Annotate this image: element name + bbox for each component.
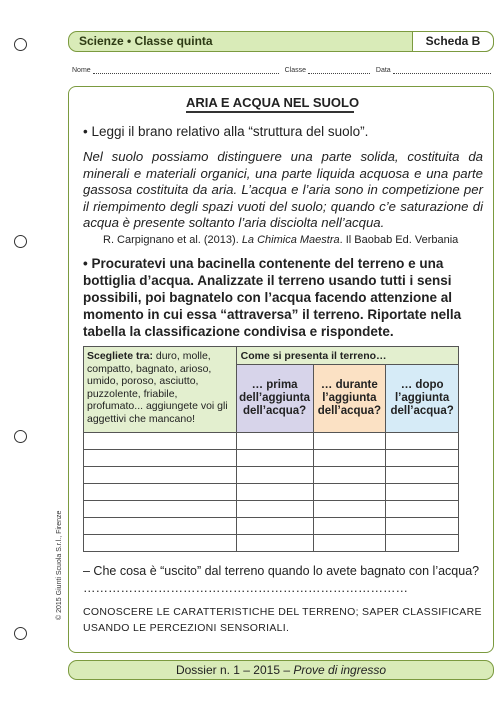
citation-authors: R. Carpignano et al. (2013).	[103, 234, 239, 246]
table-row	[84, 501, 459, 518]
table-row	[84, 433, 459, 450]
classification-table	[83, 346, 459, 552]
table-row	[84, 518, 459, 535]
binder-hole	[14, 38, 27, 51]
table-cell[interactable]	[313, 450, 386, 467]
table-cell[interactable]	[236, 433, 313, 450]
table-cell[interactable]	[236, 484, 313, 501]
citation-publisher: . Il Baobab Ed. Verbania	[339, 234, 459, 246]
adjectives-cell	[84, 347, 237, 433]
table-cell[interactable]	[313, 501, 386, 518]
skill-objective: CONOSCERE LE CARATTERISTICHE DEL TERRENO; SAPER CLASSIFICARE USANDO LE PERCEZIONI SENSORIALI.	[83, 606, 482, 634]
binder-hole	[14, 235, 27, 248]
table-cell[interactable]	[313, 535, 386, 552]
table-cell[interactable]	[84, 484, 237, 501]
choose-words: duro, molle, compatto, bagnato, arioso, umido, poroso, asciutto, puzzolente, friabile, profumato... aggiungete voi gli aggettivi che mancano!	[87, 350, 228, 425]
column-during: … durante l’aggiunta dell’acqua?	[313, 365, 386, 433]
date-label: Data	[375, 67, 391, 74]
table-cell[interactable]	[313, 433, 386, 450]
table-row	[84, 535, 459, 552]
table-cell[interactable]	[313, 518, 386, 535]
table-cell[interactable]	[236, 450, 313, 467]
table-cell[interactable]	[386, 535, 459, 552]
table-cell[interactable]	[386, 467, 459, 484]
name-field[interactable]	[93, 66, 279, 74]
table-cell[interactable]	[84, 501, 237, 518]
table-cell[interactable]	[386, 433, 459, 450]
citation	[103, 234, 458, 246]
table-cell[interactable]	[236, 467, 313, 484]
class-field[interactable]	[308, 66, 370, 74]
table-cell[interactable]	[386, 501, 459, 518]
table-cell[interactable]	[386, 518, 459, 535]
table-row	[84, 484, 459, 501]
title-underline	[186, 111, 354, 113]
table-cell[interactable]	[236, 535, 313, 552]
question-2: • Procuratevi una bacinella contenente del terreno e una bottiglia d’acqua. Analizzate il terreno usando tutti i sensi possibili, poi bagnatelo con l’acqua facendo attenzione al momento in cui essa “attraversa” il terreno. Riportate nella tabella la classificazione condivisa e rispondete.	[83, 256, 462, 339]
table-cell[interactable]	[84, 535, 237, 552]
column-before: … prima dell’aggiunta dell’acqua?	[236, 365, 313, 433]
table-row	[84, 450, 459, 467]
binder-hole	[14, 430, 27, 443]
sheet-tab: Scheda B	[412, 31, 494, 52]
table-cell[interactable]	[84, 518, 237, 535]
table-cell[interactable]	[84, 433, 237, 450]
table-cell[interactable]	[386, 450, 459, 467]
name-class-date-line	[72, 66, 492, 74]
binder-hole	[14, 627, 27, 640]
reading-passage: Nel suolo possiamo distinguere una parte solida, costituita da minerali e materiali organici, una parte liquida acquosa e una parte gassosa costituita da aria. L’acqua e l’aria sono in competizione per il riempimento degli spazi vuoti del suolo; quando c’e saturazione di acqua è presente soltanto l’aria disciolta nell’acqua.	[83, 149, 483, 230]
choose-label: Scegliete tra:	[87, 350, 153, 362]
question-1: • Leggi il brano relativo alla “struttura del suolo”.	[83, 124, 369, 139]
table-cell[interactable]	[313, 484, 386, 501]
copyright-notice: © 2015 Giunti Scuola S.r.l., Firenze	[56, 510, 63, 620]
table-cell[interactable]	[386, 484, 459, 501]
column-after: … dopo l’aggiunta dell’acqua?	[386, 365, 459, 433]
footer-italic: Prove di ingresso	[293, 663, 387, 677]
subject-title: Scienze • Classe quinta	[79, 34, 213, 48]
question-3: – Che cosa è “uscito” dal terreno quando lo avete bagnato con l’acqua? ……………………………………………………………………	[83, 564, 480, 595]
citation-book: La Chimica Maestra	[241, 234, 340, 246]
footer-bar	[68, 660, 494, 680]
table-cell[interactable]	[84, 450, 237, 467]
header-bar	[68, 31, 494, 52]
table-cell[interactable]	[313, 467, 386, 484]
footer-dossier: Dossier n. 1 – 2015 –	[175, 663, 294, 677]
date-field[interactable]	[393, 66, 491, 74]
class-label: Classe	[284, 67, 306, 74]
table-cell[interactable]	[236, 501, 313, 518]
name-label: Nome	[72, 67, 91, 74]
page-title: ARIA E ACQUA NEL SUOLO	[186, 95, 360, 110]
table-cell[interactable]	[84, 467, 237, 484]
table-cell[interactable]	[236, 518, 313, 535]
table-row	[84, 467, 459, 484]
group-header: Come si presenta il terreno…	[236, 347, 458, 365]
